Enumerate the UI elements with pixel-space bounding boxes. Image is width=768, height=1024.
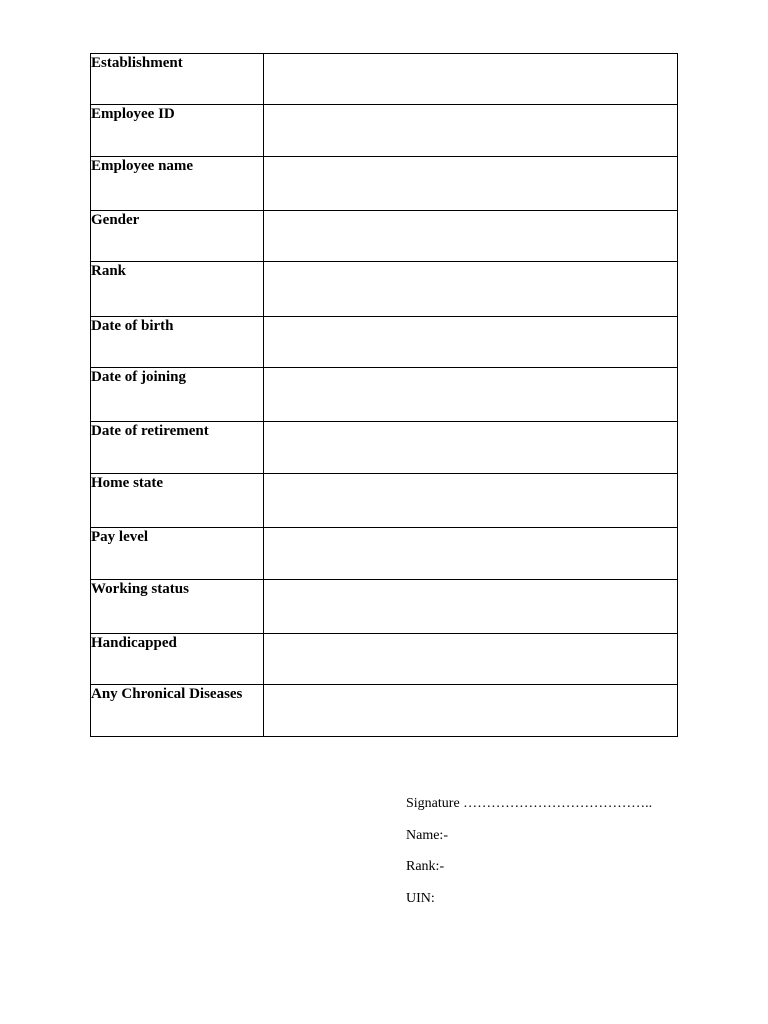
field-label-pay-level: Pay level [91,528,264,580]
table-row [91,105,678,157]
field-label-working-status: Working status [91,580,264,634]
field-value-establishment[interactable] [264,54,678,105]
table-row [91,317,678,368]
field-value-working-status[interactable] [264,580,678,634]
field-value-date-of-retirement[interactable] [264,422,678,474]
field-value-chronical-diseases[interactable] [264,685,678,737]
field-label-gender: Gender [91,211,264,262]
field-label-handicapped: Handicapped [91,634,264,685]
table-row [91,157,678,211]
field-label-rank: Rank [91,262,264,317]
table-row [91,528,678,580]
name-line: Name:- [406,827,448,843]
rank-line: Rank:- [406,859,445,874]
field-label-establishment: Establishment [91,54,264,105]
table-row [91,422,678,474]
field-label-date-of-retirement: Date of retirement [91,422,264,474]
table-row [91,211,678,262]
uin-line: UIN: [406,890,435,906]
field-value-home-state[interactable] [264,474,678,528]
field-value-date-of-birth[interactable] [264,317,678,368]
signature-block [406,795,652,921]
table-row [91,368,678,422]
field-label-date-of-birth: Date of birth [91,317,264,368]
table-row [91,685,678,737]
field-value-rank[interactable] [264,262,678,317]
field-label-home-state: Home state [91,474,264,528]
field-label-employee-id: Employee ID [91,105,264,157]
employee-details-table [90,53,678,737]
field-value-date-of-joining[interactable] [264,368,678,422]
field-value-employee-name[interactable] [264,157,678,211]
field-label-chronical-diseases: Any Chronical Diseases [91,685,264,737]
table-row [91,634,678,685]
field-value-handicapped[interactable] [264,634,678,685]
employee-details-body [91,54,678,737]
table-row [91,580,678,634]
table-row [91,262,678,317]
table-row [91,54,678,105]
signature-line: Signature ………………………………….. [406,796,653,811]
field-value-gender[interactable] [264,211,678,262]
table-row [91,474,678,528]
field-value-employee-id[interactable] [264,105,678,157]
field-label-employee-name: Employee name [91,157,264,211]
field-label-date-of-joining: Date of joining [91,368,264,422]
field-value-pay-level[interactable] [264,528,678,580]
